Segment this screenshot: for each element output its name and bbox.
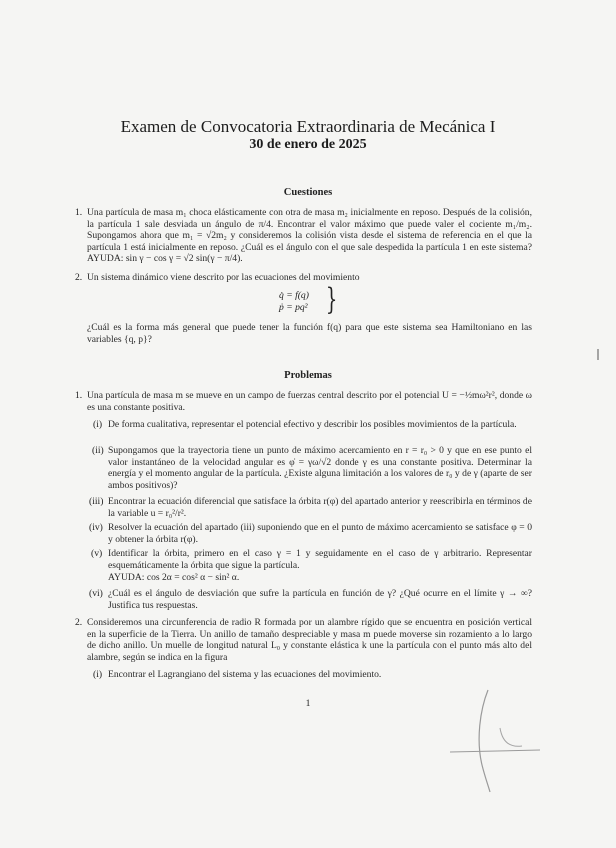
problem-1-item-vi: ¿Cuál es el ángulo de desviación que sufre la partícula en función de γ? ¿Qué ocurre en el límite γ → ∞? Justifica tus respuestas. xyxy=(108,588,532,611)
problem-number: 1. xyxy=(75,390,83,401)
item-label: (i) xyxy=(93,419,103,430)
exam-title: Examen de Convocatoria Extraordinaria de Mecánica I xyxy=(120,117,496,136)
problem-1-item-iii: Encontrar la ecuación diferencial que satisface la órbita r(φ) del apartado anterior y reescribirla en términos de la variable u = r₀²/r². xyxy=(108,496,532,519)
problemas-heading: Problemas xyxy=(284,370,332,381)
question-1-text: Una partícula de masa m₁ choca elásticamente con otra de masa m₂ inicialmente en reposo. Después de la colisión, la partícula 1 sale desviada un ángulo de π/4. Encontrar el valor máximo que puede valer el cociente m₁/m₂. Supongamos ahora que m₁ = √2m₂ y consideremos la colisión vista desde el sistema de referencia en el que la partícula 1 está inicialmente en reposo. ¿Cuál es el ángulo con el que sale despedida la partícula 1 en este sistema? AYUDA: sin γ − cos γ = √2 sin(γ − π/4). xyxy=(87,207,532,265)
page-number: 1 xyxy=(305,698,311,709)
cuestiones-heading: Cuestiones xyxy=(283,187,333,198)
equations-brace: } xyxy=(325,282,338,317)
item-label: (ii) xyxy=(92,445,104,456)
equation-q: q̇ = f(q) xyxy=(279,290,309,301)
scan-mark xyxy=(596,348,602,362)
problem-1-text: Una partícula de masa m se mueve en un campo de fuerzas central descrito por el potencial U = −½mω²r², donde ω es una constante positiva. xyxy=(87,390,532,413)
pencil-sketch xyxy=(430,680,560,800)
question-number: 2. xyxy=(75,272,83,283)
problem-2-item-i: Encontrar el Lagrangiano del sistema y las ecuaciones del movimiento. xyxy=(108,669,382,680)
question-2-text: Un sistema dinámico viene descrito por las ecuaciones del movimiento xyxy=(87,272,360,283)
item-label: (iv) xyxy=(89,522,103,533)
item-label: (v) xyxy=(91,548,103,559)
question-2-followup: ¿Cuál es la forma más general que puede tener la función f(q) para que este sistema sea Hamiltoniano en las variables {q, p}? xyxy=(87,322,532,345)
item-label: (iii) xyxy=(89,496,104,507)
problem-1-item-i: De forma cualitativa, representar el potencial efectivo y describir los posibles movimientos de la partícula. xyxy=(108,419,517,430)
problem-1-item-v: Identificar la órbita, primero en el caso γ = 1 y seguidamente en el caso de γ arbitrario. Representar esquemáticamente la órbita que sigue la partícula. xyxy=(108,548,532,571)
item-label: (vi) xyxy=(89,588,103,599)
problem-1-item-iv: Resolver la ecuación del apartado (iii) suponiendo que en el punto de máximo acercamiento se satisface φ = 0 y obtener la órbita r(φ). xyxy=(108,522,532,545)
question-number: 1. xyxy=(75,207,83,218)
problem-1-item-ii: Supongamos que la trayectoria tiene un punto de máximo acercamiento en r = r₀ > 0 y que en ese punto el valor instantáneo de la velocidad angular es φ̇ = γω/√2 donde γ es una constante positiva. Determinar la energía y el momento angular de la partícula. ¿Existe alguna limitación a los valores de r₀ y de γ (aparte de ser ambos positivos)? xyxy=(108,445,532,491)
problem-number: 2. xyxy=(75,617,83,628)
equation-p: ṗ = pq² xyxy=(279,302,308,313)
problem-2-text: Consideremos una circunferencia de radio R formada por un alambre rígido que se encuentra en posición vertical en la superficie de la Tierra. Un anillo de tamaño despreciable y masa m puede moverse sin rozamiento a lo largo de dicho anillo. Un muelle de longitud natural L₀ y constante elástica k une la partícula con el punto más alto del alambre, según se indica en la figura xyxy=(87,617,532,663)
item-label: (i) xyxy=(93,669,103,680)
exam-date: 30 de enero de 2025 xyxy=(249,137,367,152)
problem-1-item-v-help: AYUDA: cos 2α = cos² α − sin² α. xyxy=(108,572,240,583)
